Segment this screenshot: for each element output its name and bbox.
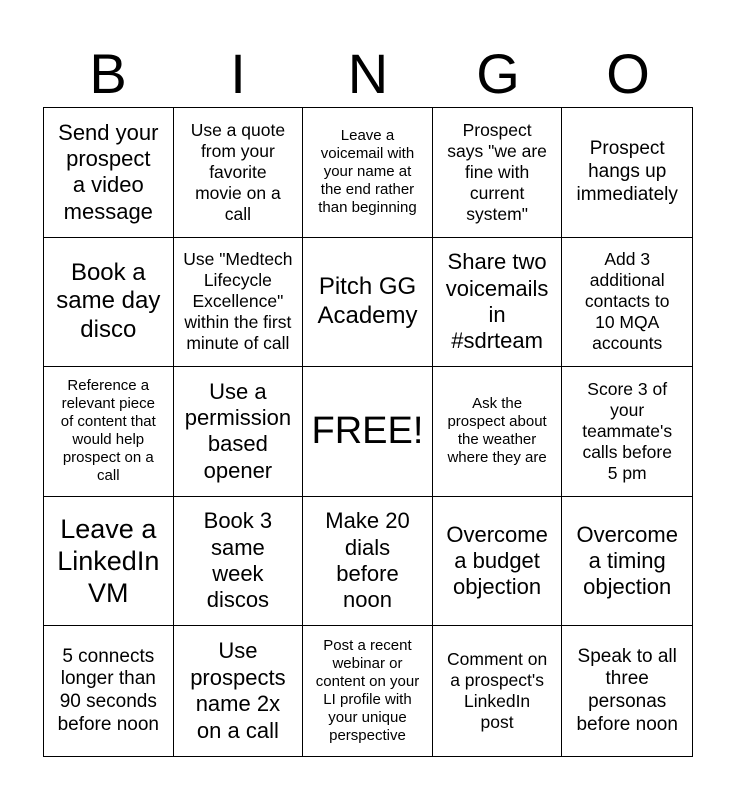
cell-text: Overcome a budget objection [446,521,548,600]
cell-text: Overcome a timing objection [576,521,678,600]
bingo-cell-r4c3[interactable] [303,497,433,627]
cell-text: FREE! [311,409,424,452]
bingo-cell-r4c5[interactable] [562,497,692,627]
bingo-cell-r2c4[interactable] [433,238,563,368]
header-letter-o: O [606,41,650,105]
cell-text: Leave a LinkedIn VM [57,513,160,609]
bingo-cell-r5c5[interactable] [562,626,692,756]
bingo-cell-r2c3[interactable] [303,238,433,368]
cell-text: Comment on a prospect's LinkedIn post [447,649,548,733]
cell-text: Make 20 dials before noon [325,508,410,613]
bingo-header [43,40,693,106]
bingo-cell-r1c2[interactable] [174,108,304,238]
bingo-cell-r1c3[interactable] [303,108,433,238]
bingo-cell-r4c2[interactable] [174,497,304,627]
cell-text: Send your prospect a video message [58,119,159,224]
cell-text: Prospect hangs up immediately [576,138,678,205]
bingo-cell-r1c1[interactable] [44,108,174,238]
cell-text: Use a permission based opener [184,378,292,483]
header-letter-n: N [347,41,389,105]
cell-text: Ask the prospect about the weather where they are [447,395,547,467]
cell-text: Use a quote from your favorite movie on a call [190,119,286,224]
bingo-cell-r3c2[interactable] [174,367,304,497]
bingo-board [43,107,693,757]
bingo-cell-r5c3[interactable] [303,626,433,756]
bingo-cell-r5c2[interactable] [174,626,304,756]
cell-text: 5 connects longer than 90 seconds before noon [57,645,159,735]
header-letter-g: G [476,41,520,105]
bingo-cell-r2c5[interactable] [562,238,692,368]
bingo-cell-r5c4[interactable] [433,626,563,756]
cell-text: Prospect says "we are fine with current system" [447,119,547,224]
bingo-cell-r5c1[interactable] [44,626,174,756]
cell-text: Score 3 of your teammate's calls before 5 pm [582,378,673,483]
cell-text: Book 3 same week discos [203,508,273,613]
cell-text: Speak to all three personas before noon [576,645,678,735]
cell-text: Pitch GG Academy [317,273,418,329]
cell-text: Reference a relevant piece of content that would help prospect on a call [60,377,156,485]
bingo-cell-r1c5[interactable] [562,108,692,238]
cell-text: Add 3 additional contacts to 10 MQA accounts [584,249,670,354]
bingo-cell-r1c4[interactable] [433,108,563,238]
bingo-cell-free-space[interactable] [303,367,433,497]
bingo-cell-r3c4[interactable] [433,367,563,497]
cell-text: Use prospects name 2x on a call [190,638,286,743]
cell-text: Leave a voicemail with your name at the end rather than beginning [318,127,417,217]
bingo-cell-r3c5[interactable] [562,367,692,497]
cell-text: Share two voicemails in #sdrteam [445,249,549,354]
bingo-cell-r4c4[interactable] [433,497,563,627]
bingo-cell-r2c2[interactable] [174,238,304,368]
cell-text: Post a recent webinar or content on your LI profile with your unique perspective [315,637,420,745]
bingo-cell-r4c1[interactable] [44,497,174,627]
cell-text: Use "Medtech Lifecycle Excellence" within the first minute of call [183,249,293,354]
bingo-cell-r2c1[interactable] [44,238,174,368]
header-letter-b: B [89,41,127,105]
cell-text: Book a same day disco [56,258,161,344]
header-letter-i: I [230,41,246,105]
bingo-cell-r3c1[interactable] [44,367,174,497]
